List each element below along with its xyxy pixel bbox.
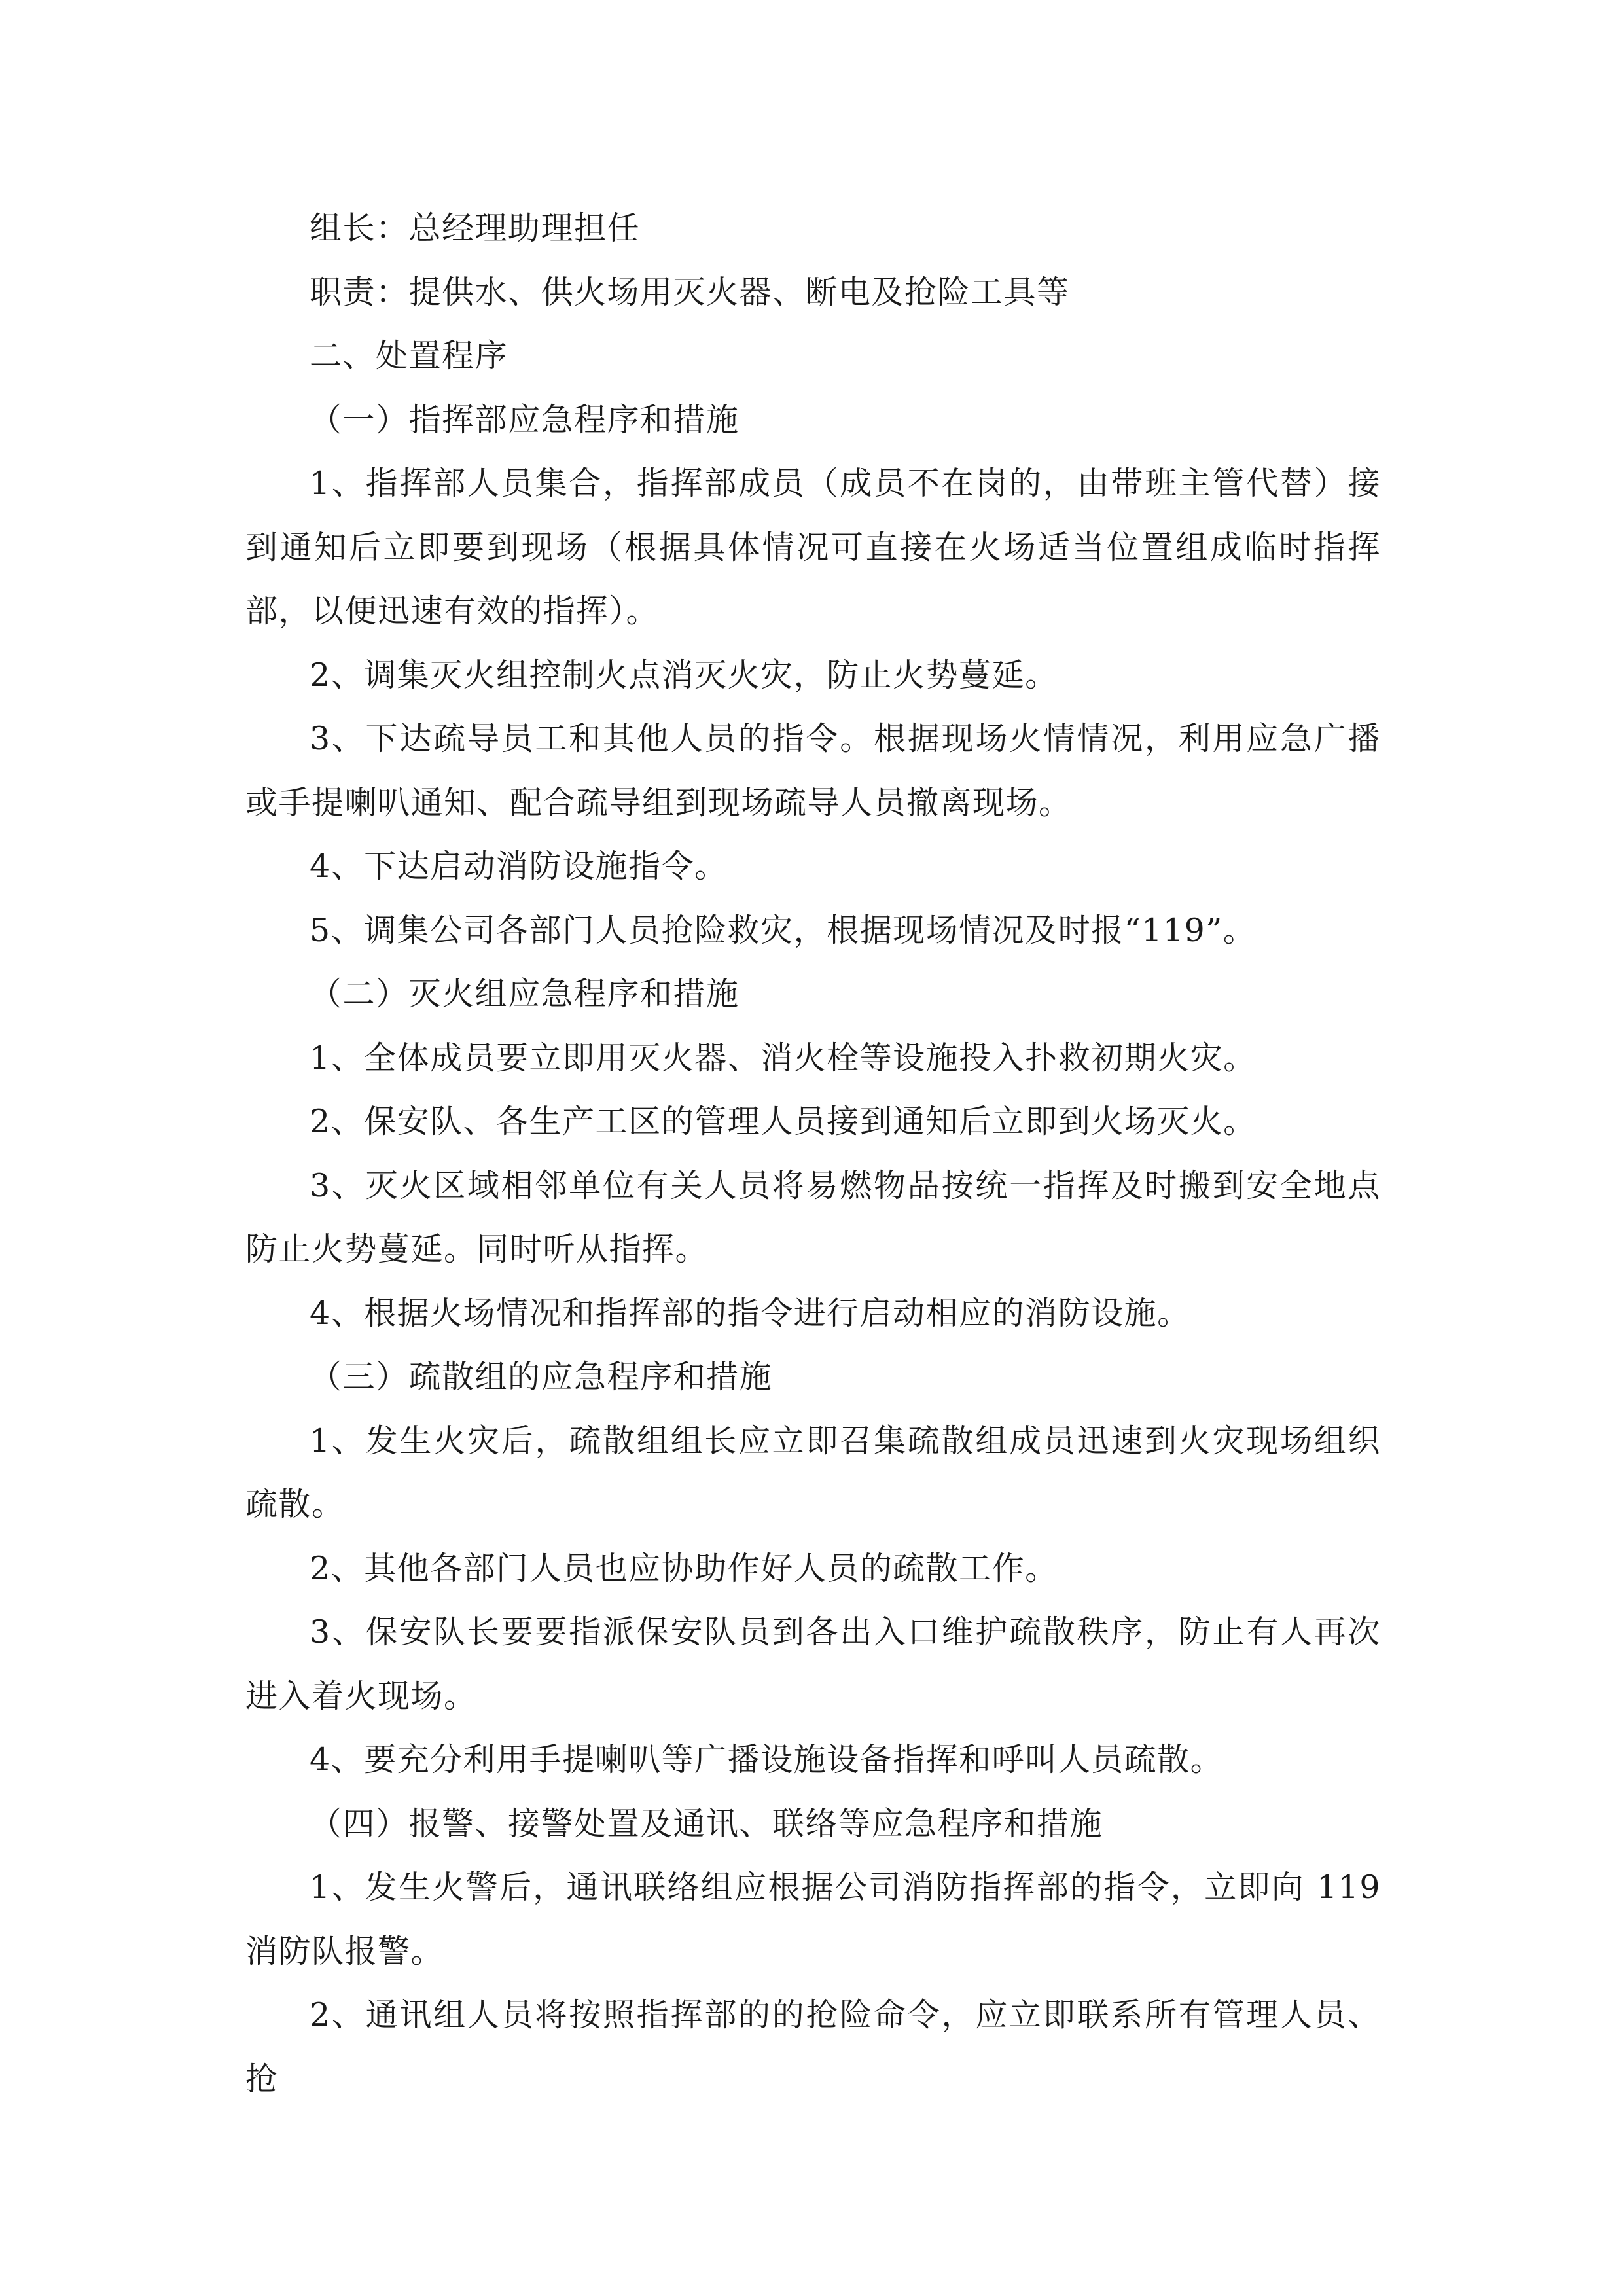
paragraph: 1、发生火警后，通讯联络组应根据公司消防指挥部的指令，立即向 119 消防队报警。	[245, 1869, 1381, 1970]
subheading-firefighting: （二）灭火组应急程序和措施	[310, 975, 740, 1013]
paragraph-team-leader: 组长：总经理助理担任	[310, 209, 641, 247]
paragraph: 3、灭火区域相邻单位有关人员将易燃物品按统一指挥及时搬到安全地点防止火势蔓延。同时听从指挥。	[245, 1166, 1381, 1268]
paragraph: 3、保安队长要要指派保安队员到各出入口维护疏散秩序，防止有人再次进入着火现场。	[245, 1613, 1381, 1715]
paragraph-duties: 职责：提供水、供火场用灭火器、断电及抢险工具等	[310, 273, 1070, 311]
paragraph: 4、下达启动消防设施指令。	[310, 848, 728, 885]
subheading-command: （一）指挥部应急程序和措施	[310, 401, 740, 439]
paragraph: 2、保安队、各生产工区的管理人员接到通知后立即到火场灭火。	[310, 1103, 1257, 1140]
section-heading-procedure: 二、处置程序	[310, 337, 508, 374]
paragraph: 1、指挥部人员集合，指挥部成员（成员不在岗的，由带班主管代替）接到通知后立即要到现场（根据具体情况可直接在火场适当位置组成临时指挥部，以便迅速有效的指挥）。	[245, 465, 1381, 630]
paragraph: 5、调集公司各部门人员抢险救灾，根据现场情况及时报“119”。	[310, 911, 1257, 949]
paragraph: 4、根据火场情况和指挥部的指令进行启动相应的消防设施。	[310, 1294, 1190, 1332]
subheading-evacuation: （三）疏散组的应急程序和措施	[310, 1358, 773, 1395]
paragraph: 2、其他各部门人员也应协助作好人员的疏散工作。	[310, 1549, 1058, 1587]
paragraph: 2、调集灭火组控制火点消灭火灾，防止火势蔓延。	[310, 656, 1058, 694]
paragraph: 1、全体成员要立即用灭火器、消火栓等设施投入扑救初期火灾。	[310, 1039, 1257, 1077]
document-body	[245, 196, 1381, 2111]
paragraph: 1、发生火灾后，疏散组组长应立即召集疏散组成员迅速到火灾现场组织疏散。	[245, 1422, 1381, 1523]
paragraph: 3、下达疏导员工和其他人员的指令。根据现场火情情况，利用应急广播或手提喇叭通知、配合疏导组到现场疏导人员撤离现场。	[245, 720, 1381, 821]
paragraph: 2、通讯组人员将按照指挥部的的抢险命令，应立即联系所有管理人员、抢	[245, 1996, 1381, 2098]
paragraph: 4、要充分利用手提喇叭等广播设施设备指挥和呼叫人员疏散。	[310, 1741, 1224, 1778]
subheading-alarm-communication: （四）报警、接警处置及通讯、联络等应急程序和措施	[310, 1804, 1103, 1842]
